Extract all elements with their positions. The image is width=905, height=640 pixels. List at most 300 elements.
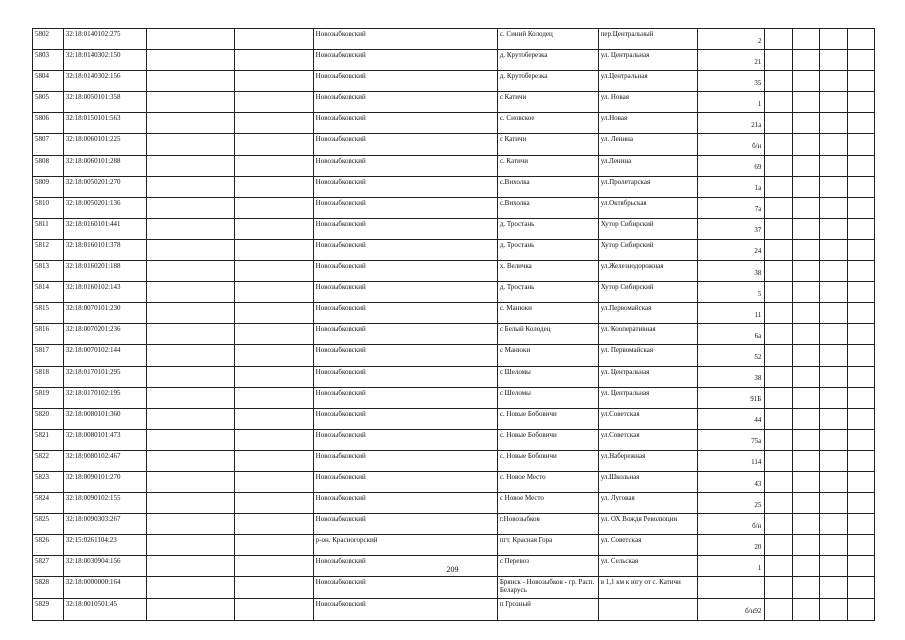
empty-cell: [147, 155, 235, 176]
street-cell: ул.Центральная: [598, 71, 698, 92]
empty-cell: [792, 345, 819, 366]
table-body: [33, 29, 875, 621]
table-row: [33, 599, 875, 620]
empty-cell: [147, 29, 235, 50]
empty-cell: [792, 599, 819, 620]
empty-cell: [765, 134, 792, 155]
street-cell: Хутор Сибирский: [598, 218, 698, 239]
district-cell: Новозыбковский: [313, 366, 497, 387]
street-cell: ул. Первомайская: [598, 345, 698, 366]
table-row: [33, 408, 875, 429]
street-cell: ул. Центральная: [598, 387, 698, 408]
row-number-cell: 5819: [33, 387, 64, 408]
empty-cell: [765, 71, 792, 92]
street-cell: ул.Первомайская: [598, 303, 698, 324]
empty-cell: [792, 92, 819, 113]
house-number-cell: 24: [698, 239, 765, 260]
house-number-cell: 38: [698, 366, 765, 387]
row-number-cell: 5829: [33, 599, 64, 620]
empty-cell: [147, 345, 235, 366]
empty-cell: [147, 324, 235, 345]
locality-cell: д. Крутоберезка: [497, 50, 598, 71]
empty-cell: [234, 514, 313, 535]
table-row: [33, 535, 875, 556]
street-cell: ул. Советская: [598, 535, 698, 556]
locality-cell: с. Новые Бобовичи: [497, 408, 598, 429]
empty-cell: [847, 134, 874, 155]
empty-cell: [820, 176, 847, 197]
cadastral-number-cell: 32:18:0090303:267: [63, 514, 146, 535]
street-cell: ул.Пролетарская: [598, 176, 698, 197]
cadastral-number-cell: 32:18:0050101:358: [63, 92, 146, 113]
cadastral-number-cell: 32:18:0080101:360: [63, 408, 146, 429]
cadastral-number-cell: 32:18:0160201:188: [63, 261, 146, 282]
empty-cell: [234, 261, 313, 282]
empty-cell: [147, 366, 235, 387]
house-number-cell: 1: [698, 556, 765, 577]
empty-cell: [147, 599, 235, 620]
empty-cell: [847, 387, 874, 408]
empty-cell: [847, 29, 874, 50]
empty-cell: [820, 113, 847, 134]
house-number-cell: 7а: [698, 197, 765, 218]
empty-cell: [847, 155, 874, 176]
empty-cell: [147, 450, 235, 471]
cadastral-number-cell: 32:18:0170102:195: [63, 387, 146, 408]
house-number-cell: 37: [698, 218, 765, 239]
cadastral-number-cell: 32:18:0050201:136: [63, 197, 146, 218]
street-cell: ул. Сельская: [598, 556, 698, 577]
empty-cell: [820, 577, 847, 599]
street-cell: ул.Ленина: [598, 155, 698, 176]
locality-cell: д. Тростань: [497, 218, 598, 239]
empty-cell: [234, 345, 313, 366]
district-cell: Новозыбковский: [313, 577, 497, 599]
empty-cell: [820, 345, 847, 366]
cadastral-number-cell: 32:18:0070102:144: [63, 345, 146, 366]
locality-cell: с Новое Место: [497, 493, 598, 514]
empty-cell: [234, 429, 313, 450]
empty-cell: [792, 134, 819, 155]
locality-cell: с. Синий Колодец: [497, 29, 598, 50]
empty-cell: [820, 261, 847, 282]
empty-cell: [792, 535, 819, 556]
empty-cell: [792, 113, 819, 134]
empty-cell: [847, 493, 874, 514]
empty-cell: [765, 239, 792, 260]
empty-cell: [234, 387, 313, 408]
empty-cell: [234, 577, 313, 599]
locality-cell: п Грозный: [497, 599, 598, 620]
cadastral-number-cell: 32:18:0000000:164: [63, 577, 146, 599]
empty-cell: [765, 155, 792, 176]
empty-cell: [147, 493, 235, 514]
cadastral-number-cell: 32:18:0060101:288: [63, 155, 146, 176]
empty-cell: [847, 197, 874, 218]
table-row: [33, 29, 875, 50]
empty-cell: [234, 471, 313, 492]
street-cell: пер.Центральный: [598, 29, 698, 50]
house-number-cell: 52: [698, 345, 765, 366]
empty-cell: [234, 366, 313, 387]
table-row: [33, 514, 875, 535]
empty-cell: [847, 577, 874, 599]
empty-cell: [820, 408, 847, 429]
row-number-cell: 5824: [33, 493, 64, 514]
empty-cell: [847, 176, 874, 197]
row-number-cell: 5826: [33, 535, 64, 556]
empty-cell: [765, 408, 792, 429]
empty-cell: [765, 450, 792, 471]
empty-cell: [234, 71, 313, 92]
table-row: [33, 50, 875, 71]
empty-cell: [847, 429, 874, 450]
house-number-cell: 20: [698, 535, 765, 556]
empty-cell: [820, 29, 847, 50]
empty-cell: [765, 471, 792, 492]
row-number-cell: 5810: [33, 197, 64, 218]
empty-cell: [147, 408, 235, 429]
empty-cell: [847, 71, 874, 92]
cadastral-number-cell: 32:18:0080101:473: [63, 429, 146, 450]
cadastral-number-cell: 32:18:0090102:155: [63, 493, 146, 514]
table-row: [33, 345, 875, 366]
house-number-cell: 2: [698, 29, 765, 50]
table-row: [33, 92, 875, 113]
locality-cell: х. Величка: [497, 261, 598, 282]
empty-cell: [147, 577, 235, 599]
empty-cell: [792, 261, 819, 282]
cadastral-number-cell: 32:18:0010501:45: [63, 599, 146, 620]
empty-cell: [147, 471, 235, 492]
house-number-cell: б/н: [698, 134, 765, 155]
locality-cell: с Перевоз: [497, 556, 598, 577]
empty-cell: [792, 176, 819, 197]
empty-cell: [820, 239, 847, 260]
empty-cell: [234, 535, 313, 556]
empty-cell: [792, 324, 819, 345]
row-number-cell: 5812: [33, 239, 64, 260]
district-cell: Новозыбковский: [313, 71, 497, 92]
empty-cell: [765, 303, 792, 324]
empty-cell: [234, 303, 313, 324]
table-row: [33, 366, 875, 387]
cadastral-number-cell: 32:18:0050201:270: [63, 176, 146, 197]
empty-cell: [765, 176, 792, 197]
empty-cell: [820, 71, 847, 92]
row-number-cell: 5817: [33, 345, 64, 366]
empty-cell: [820, 450, 847, 471]
empty-cell: [765, 366, 792, 387]
empty-cell: [847, 239, 874, 260]
district-cell: Новозыбковский: [313, 345, 497, 366]
locality-cell: с. Новое Место: [497, 471, 598, 492]
street-cell: в 1,1 км к югу от с. Катичи: [598, 577, 698, 599]
house-number-cell: 1а: [698, 176, 765, 197]
empty-cell: [234, 50, 313, 71]
table-row: [33, 71, 875, 92]
register-table-container: [32, 28, 875, 621]
table-row: [33, 113, 875, 134]
house-number-cell: 43: [698, 471, 765, 492]
district-cell: Новозыбковский: [313, 514, 497, 535]
street-cell: ул.Советская: [598, 408, 698, 429]
house-number-cell: 5: [698, 282, 765, 303]
street-cell: ул.Железнодорожная: [598, 261, 698, 282]
row-number-cell: 5816: [33, 324, 64, 345]
empty-cell: [847, 514, 874, 535]
empty-cell: [765, 345, 792, 366]
street-cell: ул. Ленина: [598, 134, 698, 155]
house-number-cell: 44: [698, 408, 765, 429]
locality-cell: г.Новозыбков: [497, 514, 598, 535]
empty-cell: [765, 113, 792, 134]
house-number-cell: 21: [698, 50, 765, 71]
empty-cell: [820, 493, 847, 514]
empty-cell: [820, 92, 847, 113]
empty-cell: [820, 366, 847, 387]
house-number-cell: 21а: [698, 113, 765, 134]
empty-cell: [234, 176, 313, 197]
locality-cell: с Катичи: [497, 92, 598, 113]
empty-cell: [820, 218, 847, 239]
empty-cell: [765, 218, 792, 239]
district-cell: Новозыбковский: [313, 556, 497, 577]
house-number-cell: 114: [698, 450, 765, 471]
empty-cell: [234, 29, 313, 50]
street-cell: ул.Советская: [598, 429, 698, 450]
empty-cell: [147, 261, 235, 282]
empty-cell: [765, 261, 792, 282]
empty-cell: [765, 429, 792, 450]
cadastral-number-cell: 32:15:0261104:23: [63, 535, 146, 556]
empty-cell: [147, 514, 235, 535]
row-number-cell: 5806: [33, 113, 64, 134]
table-row: [33, 197, 875, 218]
street-cell: ул. Луговая: [598, 493, 698, 514]
empty-cell: [847, 450, 874, 471]
empty-cell: [792, 239, 819, 260]
row-number-cell: 5802: [33, 29, 64, 50]
empty-cell: [234, 450, 313, 471]
empty-cell: [847, 113, 874, 134]
district-cell: Новозыбковский: [313, 599, 497, 620]
empty-cell: [147, 92, 235, 113]
row-number-cell: 5827: [33, 556, 64, 577]
empty-cell: [765, 599, 792, 620]
house-number-cell: 69: [698, 155, 765, 176]
locality-cell: с Шеломы: [497, 387, 598, 408]
house-number-cell: 35: [698, 71, 765, 92]
empty-cell: [820, 514, 847, 535]
empty-cell: [792, 282, 819, 303]
cadastral-number-cell: 32:18:0070201:236: [63, 324, 146, 345]
district-cell: Новозыбковский: [313, 176, 497, 197]
empty-cell: [234, 239, 313, 260]
empty-cell: [847, 471, 874, 492]
page-number: 209: [446, 565, 459, 574]
table-row: [33, 282, 875, 303]
empty-cell: [147, 239, 235, 260]
empty-cell: [792, 197, 819, 218]
row-number-cell: 5822: [33, 450, 64, 471]
table-row: [33, 471, 875, 492]
table-row: [33, 176, 875, 197]
empty-cell: [820, 197, 847, 218]
house-number-cell: б/н92: [698, 599, 765, 620]
locality-cell: пгт. Красная Гора: [497, 535, 598, 556]
empty-cell: [234, 282, 313, 303]
empty-cell: [820, 535, 847, 556]
house-number-cell: 11: [698, 303, 765, 324]
empty-cell: [147, 113, 235, 134]
cadastral-number-cell: 32:18:0080102:467: [63, 450, 146, 471]
house-number-cell: б/н: [698, 514, 765, 535]
district-cell: Новозыбковский: [313, 113, 497, 134]
street-cell: ул. Центральная: [598, 50, 698, 71]
row-number-cell: 5815: [33, 303, 64, 324]
empty-cell: [234, 493, 313, 514]
empty-cell: [147, 197, 235, 218]
locality-cell: Брянск - Новозыбков - гр. Расп. Беларусь: [497, 577, 598, 599]
empty-cell: [792, 493, 819, 514]
row-number-cell: 5818: [33, 366, 64, 387]
empty-cell: [847, 599, 874, 620]
row-number-cell: 5804: [33, 71, 64, 92]
table-row: [33, 493, 875, 514]
empty-cell: [234, 324, 313, 345]
row-number-cell: 5807: [33, 134, 64, 155]
street-cell: [598, 599, 698, 620]
district-cell: р-он. Красногорский: [313, 535, 497, 556]
locality-cell: д. Тростань: [497, 239, 598, 260]
empty-cell: [765, 535, 792, 556]
empty-cell: [147, 282, 235, 303]
empty-cell: [792, 408, 819, 429]
locality-cell: д. Тростань: [497, 282, 598, 303]
empty-cell: [820, 50, 847, 71]
empty-cell: [820, 303, 847, 324]
row-number-cell: 5805: [33, 92, 64, 113]
table-row: [33, 429, 875, 450]
empty-cell: [792, 429, 819, 450]
house-number-cell: 91Б: [698, 387, 765, 408]
district-cell: Новозыбковский: [313, 324, 497, 345]
locality-cell: с Катичи: [497, 134, 598, 155]
empty-cell: [792, 514, 819, 535]
empty-cell: [147, 387, 235, 408]
table-row: [33, 134, 875, 155]
district-cell: Новозыбковский: [313, 261, 497, 282]
empty-cell: [820, 471, 847, 492]
row-number-cell: 5821: [33, 429, 64, 450]
street-cell: ул. Центральная: [598, 366, 698, 387]
empty-cell: [765, 514, 792, 535]
empty-cell: [234, 197, 313, 218]
locality-cell: с.Вихолка: [497, 197, 598, 218]
empty-cell: [147, 71, 235, 92]
street-cell: ул.Новая: [598, 113, 698, 134]
row-number-cell: 5825: [33, 514, 64, 535]
district-cell: Новозыбковский: [313, 155, 497, 176]
house-number-cell: [698, 577, 765, 599]
row-number-cell: 5811: [33, 218, 64, 239]
empty-cell: [847, 345, 874, 366]
row-number-cell: 5808: [33, 155, 64, 176]
empty-cell: [792, 155, 819, 176]
row-number-cell: 5814: [33, 282, 64, 303]
empty-cell: [847, 282, 874, 303]
empty-cell: [820, 134, 847, 155]
house-number-cell: 1: [698, 92, 765, 113]
street-cell: ул.Октябрьская: [598, 197, 698, 218]
empty-cell: [147, 218, 235, 239]
cadastral-number-cell: 32:18:0070101:230: [63, 303, 146, 324]
table-row: [33, 218, 875, 239]
locality-cell: с.Вихолка: [497, 176, 598, 197]
empty-cell: [234, 92, 313, 113]
empty-cell: [792, 50, 819, 71]
street-cell: ул.Набережная: [598, 450, 698, 471]
empty-cell: [820, 387, 847, 408]
empty-cell: [792, 471, 819, 492]
locality-cell: д. Крутоберезка: [497, 71, 598, 92]
house-number-cell: 75а: [698, 429, 765, 450]
empty-cell: [234, 408, 313, 429]
row-number-cell: 5809: [33, 176, 64, 197]
cadastral-number-cell: 32:18:0030904:156: [63, 556, 146, 577]
table-row: [33, 324, 875, 345]
empty-cell: [792, 366, 819, 387]
cadastral-number-cell: 32:18:0090101:270: [63, 471, 146, 492]
empty-cell: [792, 303, 819, 324]
empty-cell: [234, 155, 313, 176]
table-row: [33, 387, 875, 408]
district-cell: Новозыбковский: [313, 387, 497, 408]
register-table: [32, 28, 875, 621]
table-row: [33, 239, 875, 260]
locality-cell: с Белый Колодец: [497, 324, 598, 345]
empty-cell: [147, 176, 235, 197]
row-number-cell: 5813: [33, 261, 64, 282]
empty-cell: [765, 493, 792, 514]
cadastral-number-cell: 32:18:0140302:150: [63, 50, 146, 71]
district-cell: Новозыбковский: [313, 197, 497, 218]
empty-cell: [820, 599, 847, 620]
empty-cell: [792, 29, 819, 50]
district-cell: Новозыбковский: [313, 239, 497, 260]
district-cell: Новозыбковский: [313, 408, 497, 429]
empty-cell: [147, 303, 235, 324]
locality-cell: с. Манюки: [497, 303, 598, 324]
row-number-cell: 5803: [33, 50, 64, 71]
district-cell: Новозыбковский: [313, 471, 497, 492]
locality-cell: с. Новые Бобовичи: [497, 429, 598, 450]
locality-cell: с. Сновское: [497, 113, 598, 134]
cadastral-number-cell: 32:18:0170101:295: [63, 366, 146, 387]
house-number-cell: 6а: [698, 324, 765, 345]
street-cell: Хутор Сибирский: [598, 282, 698, 303]
empty-cell: [147, 429, 235, 450]
table-row: [33, 577, 875, 599]
empty-cell: [234, 599, 313, 620]
empty-cell: [765, 92, 792, 113]
district-cell: Новозыбковский: [313, 218, 497, 239]
district-cell: Новозыбковский: [313, 493, 497, 514]
table-row: [33, 450, 875, 471]
empty-cell: [765, 577, 792, 599]
row-number-cell: 5820: [33, 408, 64, 429]
